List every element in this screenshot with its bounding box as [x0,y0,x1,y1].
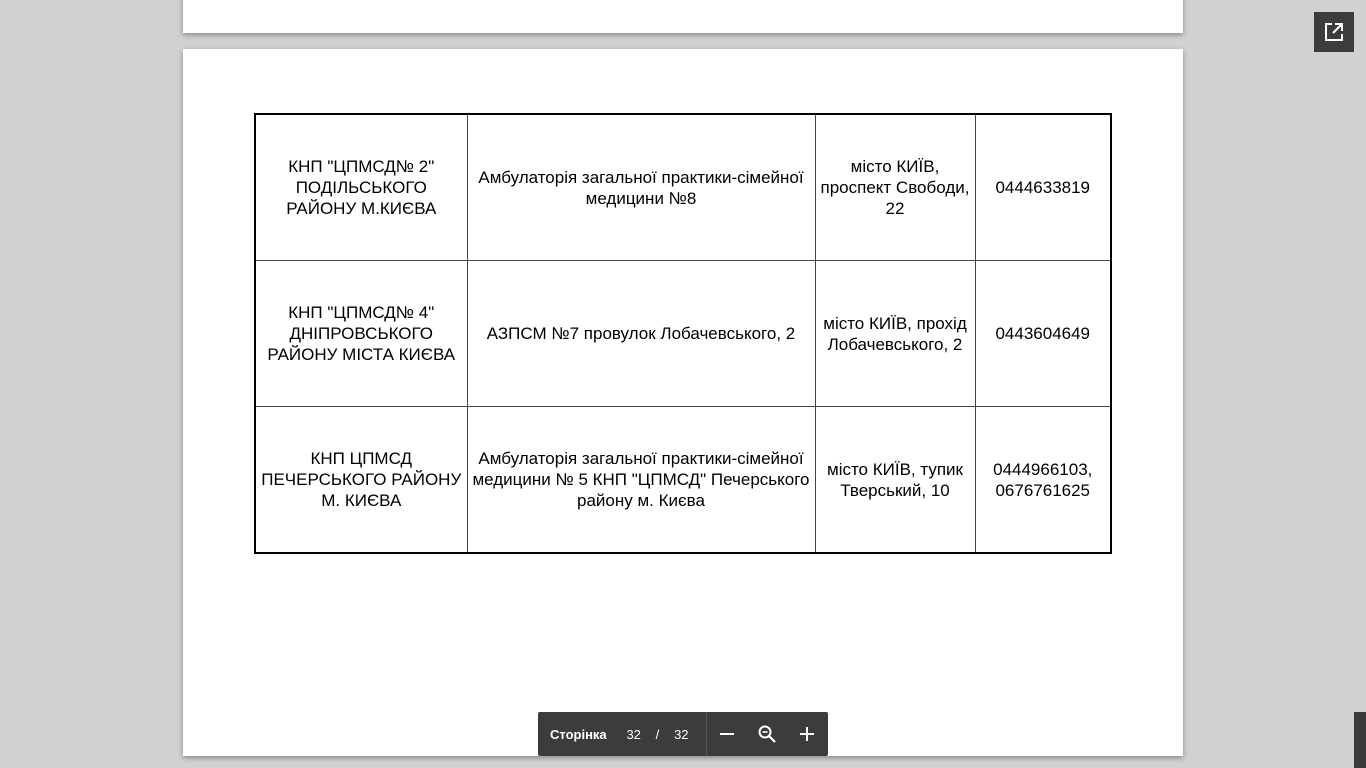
address-cell: місто КИЇВ, прохід Лобачевського, 2 [815,261,975,407]
vertical-scrollbar[interactable] [1354,0,1366,768]
zoom-reset-button[interactable] [747,712,787,756]
current-page-input[interactable]: 32 [626,726,641,742]
facility-cell: Амбулаторія загальної практики-сімейної медицини №8 [467,114,815,261]
scrollbar-thumb[interactable] [1354,712,1366,768]
facility-cell: Амбулаторія загальної практики-сімейної медицини № 5 КНП "ЦПМСД" Печерського району м. Києва [467,407,815,554]
previous-page [183,0,1183,33]
table-row [255,261,1111,407]
facilities-table [254,113,1112,554]
table-row [255,114,1111,261]
zoom-out-button[interactable] [707,712,747,756]
org-cell: КНП "ЦПМСД№ 2" ПОДІЛЬСЬКОГО РАЙОНУ М.КИЄВА [255,114,467,261]
page-toolbar [538,712,828,756]
magnifier-icon [757,724,777,744]
org-cell: КНП "ЦПМСД№ 4" ДНІПРОВСЬКОГО РАЙОНУ МІСТА КИЄВА [255,261,467,407]
phone-cell: 0443604649 [975,261,1111,407]
zoom-in-button[interactable] [787,712,827,756]
page-indicator [538,712,707,756]
open-external-icon [1324,22,1344,42]
total-pages: 32 [674,726,689,742]
phone-cell: 0444633819 [975,114,1111,261]
phone-cell: 0444966103, 0676761625 [975,407,1111,554]
org-cell: КНП ЦПМСД ПЕЧЕРСЬКОГО РАЙОНУ М. КИЄВА [255,407,467,554]
table-row [255,407,1111,554]
address-cell: місто КИЇВ, проспект Свободи, 22 [815,114,975,261]
plus-icon [798,725,816,743]
page-separator: / [655,726,660,742]
facility-cell: АЗПСМ №7 провулок Лобачевського, 2 [467,261,815,407]
minus-icon [718,725,736,743]
current-page [183,49,1183,756]
popout-button[interactable] [1314,12,1354,52]
address-cell: місто КИЇВ, тупик Тверський, 10 [815,407,975,554]
page-label: Сторінка [550,726,607,742]
